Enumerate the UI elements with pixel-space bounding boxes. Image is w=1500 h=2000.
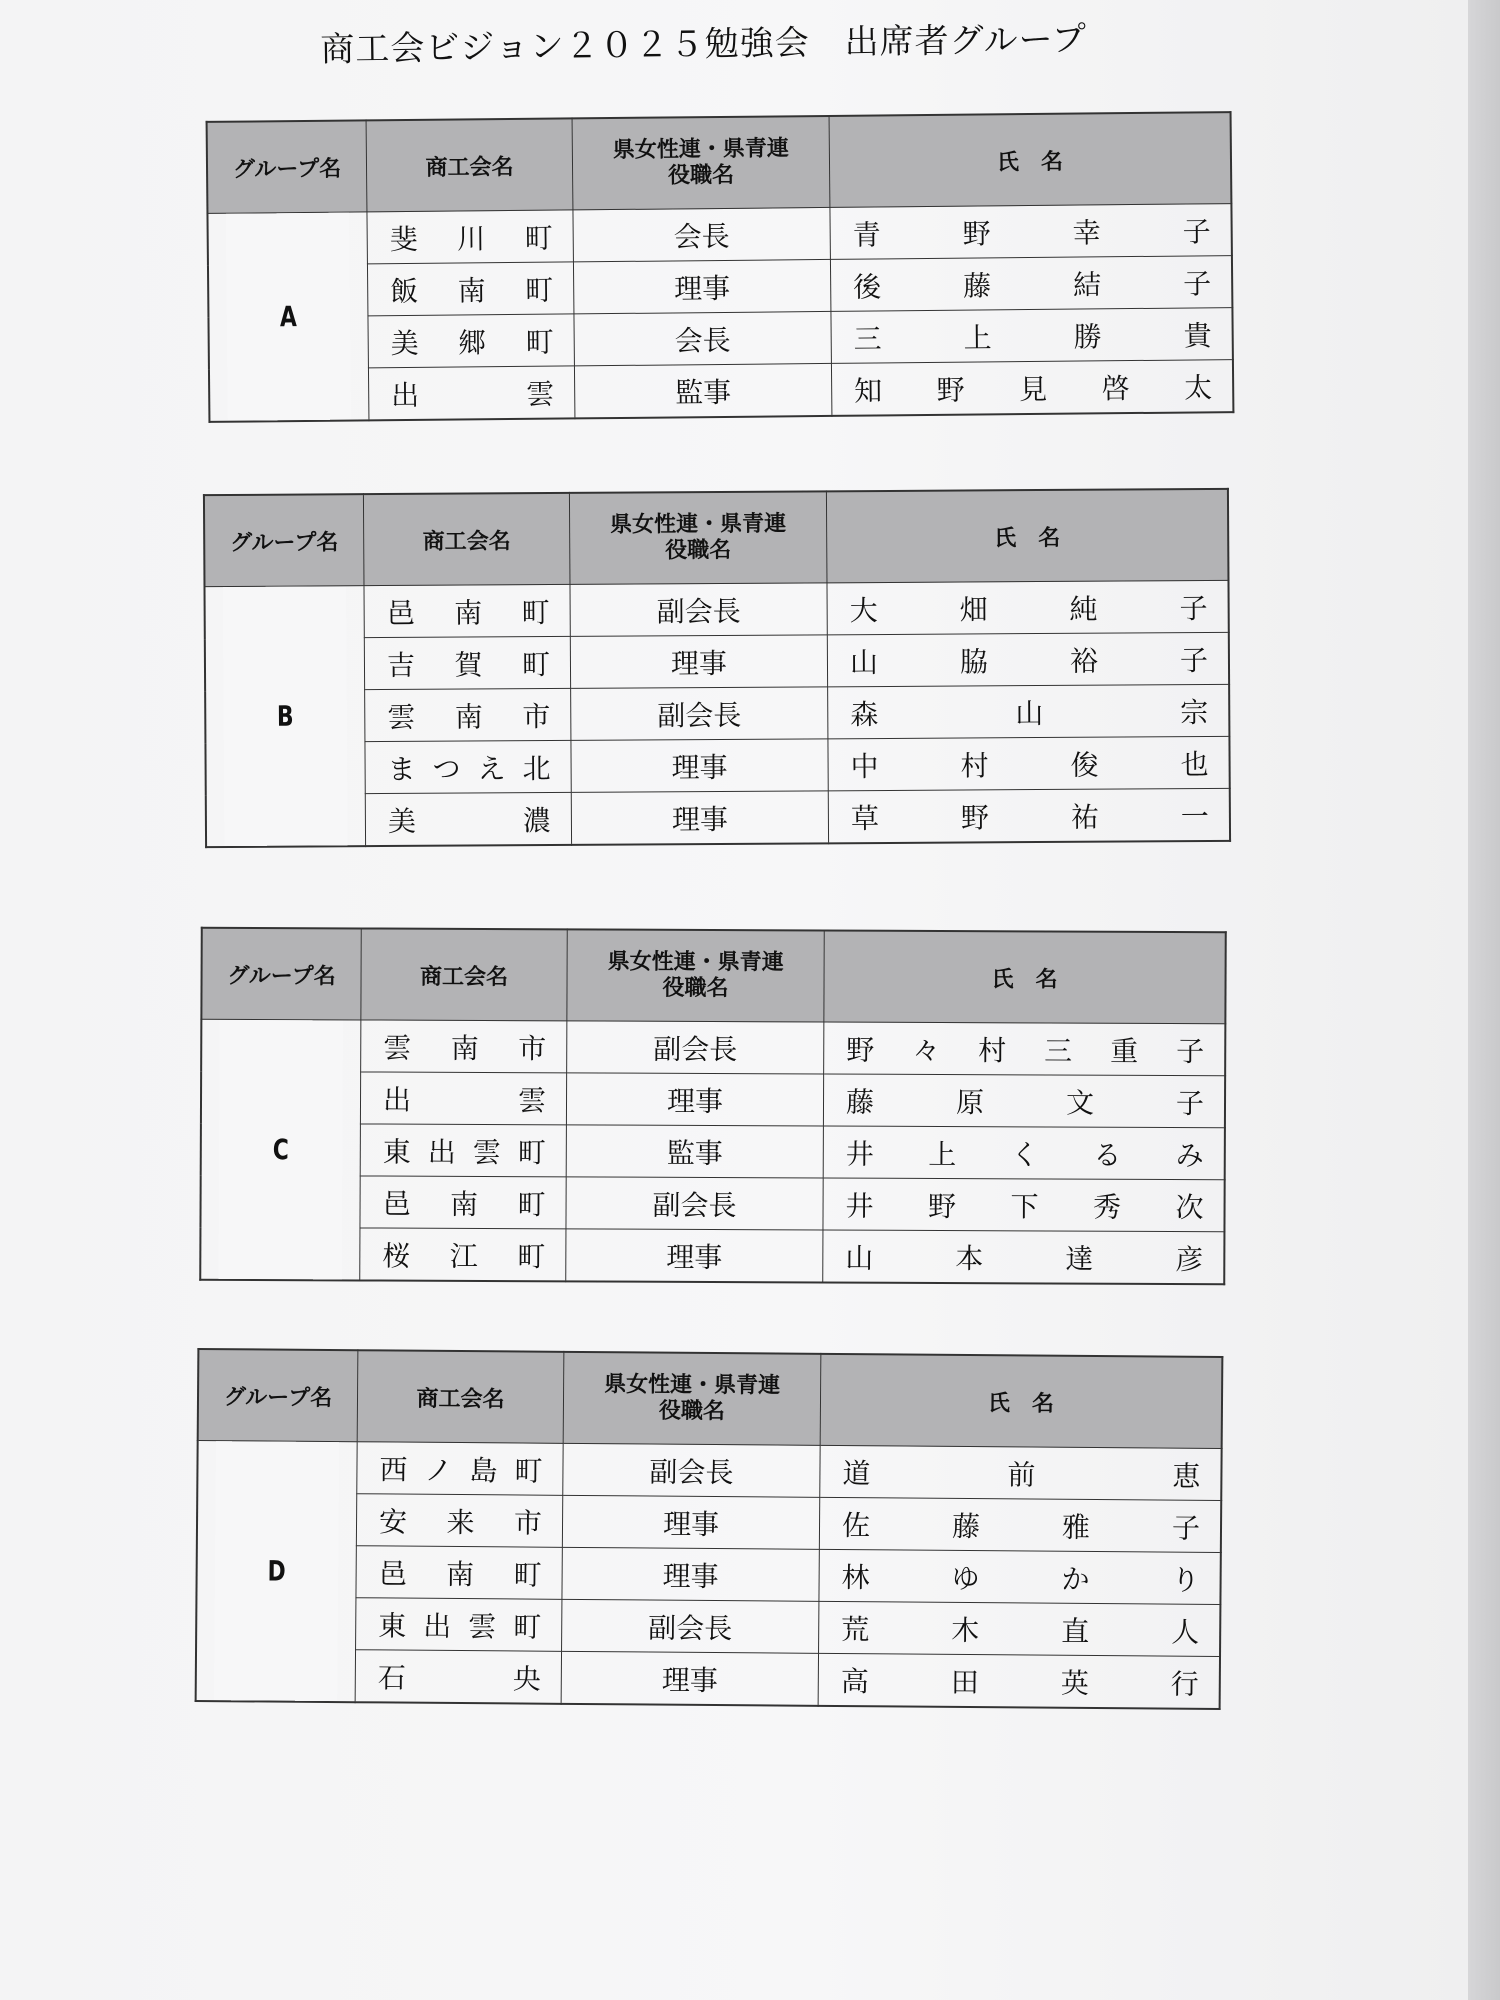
shokokai-cell [365, 740, 571, 793]
header-role [563, 1352, 821, 1446]
char: 北 [522, 751, 551, 785]
table-row [205, 632, 1229, 690]
name-cell [823, 1178, 1225, 1232]
shokokai-cell [367, 210, 573, 264]
person-name [832, 366, 1232, 410]
char: 野 [927, 1189, 957, 1223]
group-letter: B [222, 586, 348, 847]
role-cell: 副会長 [563, 1443, 820, 1497]
header-shokokai: 商工会名 [363, 493, 570, 586]
table-row [205, 684, 1229, 742]
shokokai-name [357, 1500, 562, 1542]
table-row [204, 580, 1228, 638]
shokokai-name [360, 1182, 565, 1223]
role-cell: 監事 [566, 1125, 823, 1178]
char: 野 [936, 373, 965, 407]
char: 純 [1069, 592, 1098, 626]
role-cell: 理事 [571, 739, 828, 793]
char: 村 [960, 748, 989, 783]
char: 佐 [841, 1508, 871, 1542]
char: 俊 [1070, 748, 1099, 782]
char: 川 [457, 221, 486, 256]
name-cell [823, 1230, 1225, 1284]
shokokai-cell [360, 1124, 566, 1177]
char: 子 [1171, 1511, 1201, 1545]
char: 桜 [382, 1239, 411, 1273]
role-cell: 理事 [571, 791, 828, 845]
header-group: グループ名 [204, 494, 364, 586]
char: み [1175, 1138, 1204, 1172]
char: 江 [449, 1239, 478, 1273]
char: 藤 [951, 1509, 981, 1543]
char: 山 [849, 645, 879, 679]
person-name [820, 1503, 1220, 1546]
name-cell [827, 580, 1229, 634]
name-cell [830, 204, 1232, 260]
char: ゆ [951, 1561, 980, 1595]
char: 町 [517, 1187, 546, 1221]
role-cell: 副会長 [566, 1177, 823, 1230]
header-row [201, 928, 1225, 1024]
char: 南 [449, 1187, 479, 1221]
table-row [205, 736, 1229, 794]
char: 出 [427, 1135, 456, 1169]
char: 秀 [1092, 1190, 1122, 1224]
char: 前 [1007, 1457, 1036, 1492]
role-cell: 会長 [574, 311, 831, 365]
header-group: グループ名 [198, 1349, 358, 1442]
char: 雲 [517, 1083, 547, 1117]
role-cell: 副会長 [571, 687, 828, 741]
char: 野 [960, 800, 990, 835]
shokokai-cell [365, 792, 571, 846]
char: 出 [423, 1609, 452, 1643]
char: 恵 [1172, 1459, 1201, 1493]
header-name: 氏 名 [829, 112, 1231, 207]
char: 出 [391, 378, 420, 412]
char: 雲 [526, 377, 555, 411]
char: 人 [1171, 1615, 1200, 1649]
char: 子 [1175, 1086, 1205, 1120]
char: 荒 [841, 1612, 870, 1646]
char: 井 [845, 1137, 874, 1171]
group-table-c [199, 927, 1227, 1285]
group-table-a [206, 111, 1235, 423]
char: 安 [378, 1504, 408, 1539]
shokokai-name [361, 1026, 566, 1067]
char: る [1093, 1138, 1122, 1172]
char: 町 [521, 647, 551, 681]
table-row [201, 1019, 1225, 1075]
header-role-line1: 県女性連・県青連 [604, 1372, 781, 1399]
shokokai-cell [356, 1546, 562, 1600]
char: 文 [1065, 1086, 1095, 1120]
person-name [828, 638, 1228, 680]
person-name [828, 742, 1228, 784]
name-cell [819, 1601, 1221, 1656]
char: 美 [387, 804, 417, 838]
shokokai-name [369, 320, 574, 362]
header-role [572, 116, 830, 210]
char: 町 [525, 273, 554, 307]
char: 来 [446, 1505, 475, 1539]
char: 野 [962, 216, 991, 251]
char: 達 [1065, 1242, 1094, 1276]
role-cell: 監事 [574, 363, 831, 418]
char: 市 [522, 699, 551, 733]
role-cell: 理事 [570, 635, 827, 689]
role-cell: 副会長 [562, 1599, 819, 1653]
shokokai-cell [368, 314, 574, 368]
char: 知 [854, 373, 883, 408]
char: 村 [978, 1033, 1007, 1067]
role-cell: 理事 [562, 1495, 819, 1549]
header-role-line1: 県女性連・県青連 [610, 511, 787, 538]
shokokai-name [356, 1656, 561, 1698]
shokokai-name [365, 694, 570, 735]
person-name [831, 262, 1231, 306]
header-row [204, 489, 1229, 587]
char: 後 [853, 269, 882, 304]
header-row [198, 1349, 1223, 1449]
role-cell: 会長 [573, 207, 830, 261]
char: 青 [852, 217, 881, 252]
header-role-line2: 役職名 [662, 975, 729, 1002]
header-name: 氏 名 [820, 1354, 1222, 1449]
table-row [209, 360, 1233, 422]
shokokai-cell [356, 1494, 562, 1548]
char: え [477, 751, 506, 785]
char: 出 [382, 1083, 412, 1117]
char: 木 [951, 1613, 980, 1647]
char: 東 [382, 1135, 411, 1169]
char: 林 [841, 1560, 870, 1594]
person-name [819, 1555, 1219, 1598]
header-role-line1: 県女性連・県青連 [607, 949, 784, 976]
shokokai-name [361, 1078, 566, 1119]
table-row [196, 1648, 1220, 1709]
char: 町 [513, 1557, 542, 1592]
char: ま [387, 752, 416, 786]
shokokai-cell [360, 1176, 566, 1229]
name-cell [823, 1074, 1225, 1128]
char: 脇 [959, 644, 989, 679]
char: 上 [928, 1137, 957, 1171]
shokokai-cell [356, 1598, 562, 1652]
table-row [197, 1440, 1221, 1500]
table-row [206, 788, 1230, 847]
char: 子 [1182, 214, 1211, 249]
name-cell [818, 1653, 1220, 1709]
header-shokokai: 商工会名 [357, 1350, 564, 1443]
header-group: グループ名 [201, 928, 361, 1020]
header-name: 氏 名 [824, 930, 1226, 1023]
person-name [828, 690, 1228, 732]
person-name [824, 1080, 1224, 1122]
shokokai-name [365, 746, 570, 787]
table-row [201, 1071, 1225, 1127]
char: 重 [1110, 1034, 1139, 1068]
char: 邑 [378, 1556, 407, 1591]
person-name [824, 1132, 1224, 1174]
char: 宗 [1180, 695, 1209, 729]
person-name [828, 586, 1228, 628]
char: ノ [424, 1453, 453, 1487]
person-name [823, 1236, 1223, 1278]
char: か [1061, 1562, 1090, 1596]
char: 裕 [1069, 644, 1099, 678]
char: 勝 [1073, 319, 1102, 354]
name-cell [827, 632, 1229, 686]
char: 雲 [387, 700, 416, 734]
char: 々 [912, 1033, 941, 1067]
person-name [824, 1028, 1224, 1070]
role-cell: 理事 [566, 1073, 823, 1126]
char: 邑 [382, 1187, 411, 1221]
table-row [196, 1596, 1220, 1656]
name-cell [828, 788, 1230, 843]
shokokai-cell [364, 636, 570, 689]
header-role-line2: 役職名 [658, 1398, 726, 1425]
header-name: 氏 名 [826, 489, 1228, 583]
group-table-b [203, 488, 1231, 848]
char: 雲 [472, 1135, 501, 1169]
person-name [819, 1607, 1219, 1650]
table-row [200, 1175, 1224, 1231]
char: 南 [450, 1031, 479, 1065]
shokokai-name [360, 1234, 565, 1275]
char: 彦 [1175, 1242, 1204, 1276]
char: 雲 [383, 1031, 412, 1065]
char: 郷 [458, 325, 487, 360]
table-row [197, 1492, 1221, 1552]
char: 町 [525, 325, 554, 359]
role-cell: 副会長 [570, 583, 827, 637]
name-cell [831, 308, 1233, 364]
char: 南 [454, 699, 483, 734]
char: 濃 [522, 803, 552, 837]
char: 草 [850, 801, 880, 835]
header-role-line2: 役職名 [667, 162, 735, 189]
char: 島 [469, 1453, 498, 1487]
char: 西 [379, 1452, 408, 1487]
char: 行 [1170, 1667, 1199, 1701]
char: 町 [524, 221, 553, 255]
char: 飯 [390, 274, 419, 308]
shokokai-name [366, 798, 571, 839]
char: 石 [377, 1660, 406, 1695]
char: 市 [518, 1031, 547, 1065]
char: 一 [1180, 799, 1209, 833]
shokokai-cell [365, 688, 571, 741]
char: 啓 [1101, 371, 1130, 405]
char: 町 [521, 595, 550, 629]
char: 也 [1180, 747, 1209, 781]
group-table-d [195, 1348, 1224, 1710]
name-cell [828, 736, 1230, 790]
char: つ [432, 752, 461, 786]
char: 森 [850, 697, 879, 731]
name-cell [831, 360, 1233, 416]
name-cell [820, 1445, 1222, 1500]
char: 市 [513, 1505, 543, 1540]
char: 野 [846, 1033, 875, 1067]
char: 山 [845, 1241, 874, 1275]
char: 美 [390, 326, 419, 360]
char: 中 [850, 749, 879, 783]
table-row [201, 1123, 1225, 1179]
name-cell [819, 1549, 1221, 1604]
char: 道 [842, 1456, 871, 1490]
shokokai-cell [357, 1442, 563, 1496]
paper-edge-shadow [1468, 0, 1500, 2000]
shokokai-name [365, 590, 570, 631]
page-title: 商工会ビジョン２０２５勉強会 出席者グループ [320, 19, 1088, 70]
name-cell [819, 1497, 1221, 1552]
shokokai-name [368, 216, 573, 258]
shokokai-name [361, 1130, 566, 1171]
header-shokokai: 商工会名 [361, 928, 567, 1020]
char: 東 [378, 1608, 407, 1643]
table-row [196, 1544, 1220, 1604]
char: 結 [1072, 267, 1102, 302]
char: 雲 [468, 1609, 497, 1643]
header-shokokai: 商工会名 [366, 118, 573, 211]
shokokai-cell [368, 366, 574, 420]
shokokai-name [356, 1604, 561, 1646]
shokokai-name [365, 642, 570, 683]
person-name [820, 1451, 1220, 1494]
char: 南 [445, 1557, 475, 1591]
shokokai-cell [364, 584, 570, 637]
char: 三 [853, 321, 882, 356]
char: 邑 [386, 596, 415, 630]
shokokai-name [357, 1448, 562, 1490]
char: 町 [517, 1135, 546, 1169]
char: 祐 [1070, 800, 1100, 834]
char: 藤 [845, 1085, 875, 1119]
person-name [831, 314, 1231, 358]
char: 原 [955, 1085, 985, 1119]
char: 町 [513, 1609, 542, 1644]
name-cell [830, 256, 1232, 312]
role-cell: 副会長 [567, 1021, 824, 1074]
char: 雅 [1061, 1510, 1091, 1544]
char: 次 [1175, 1190, 1204, 1224]
char: 央 [512, 1661, 541, 1696]
header-role [569, 491, 827, 584]
group-letter: D [213, 1441, 339, 1702]
char: 藤 [963, 268, 992, 303]
shokokai-cell [360, 1072, 566, 1125]
role-cell: 理事 [561, 1651, 818, 1706]
shokokai-name [369, 372, 574, 414]
char: 幸 [1072, 215, 1101, 250]
char: 大 [849, 593, 878, 627]
char: 畑 [959, 592, 988, 627]
shokokai-cell [361, 1020, 567, 1073]
table-row [200, 1227, 1224, 1284]
char: 吉 [386, 648, 416, 682]
role-cell: 理事 [562, 1547, 819, 1601]
char: 見 [1018, 372, 1048, 406]
person-name [819, 1659, 1219, 1702]
char: 賀 [454, 647, 483, 682]
header-row [207, 112, 1232, 213]
char: 上 [963, 320, 992, 355]
group-letter: A [225, 212, 351, 422]
shokokai-cell [367, 262, 573, 316]
shokokai-cell [355, 1650, 561, 1704]
shokokai-name [368, 268, 573, 310]
char: 直 [1061, 1614, 1090, 1648]
char: 田 [950, 1665, 979, 1699]
person-name [830, 210, 1230, 254]
header-role-line1: 県女性連・県青連 [612, 136, 789, 164]
char: く [1010, 1137, 1039, 1171]
char: 子 [1179, 643, 1209, 677]
char: 英 [1060, 1666, 1089, 1700]
char: 斐 [389, 222, 418, 256]
name-cell [823, 1126, 1225, 1180]
name-cell [824, 1022, 1226, 1076]
shokokai-name [356, 1552, 561, 1594]
char: 子 [1176, 1034, 1205, 1068]
char: 子 [1179, 591, 1208, 625]
person-name [823, 1184, 1223, 1226]
char: 子 [1182, 266, 1212, 301]
char: 町 [517, 1239, 546, 1273]
char: 太 [1183, 370, 1213, 405]
header-role-line2: 役職名 [665, 537, 732, 564]
header-role [567, 929, 824, 1022]
char: 下 [1010, 1189, 1039, 1223]
header-group: グループ名 [207, 120, 367, 213]
char: り [1171, 1563, 1200, 1597]
role-cell: 理事 [573, 259, 830, 313]
char: 井 [845, 1189, 874, 1223]
char: 三 [1044, 1033, 1073, 1068]
char: 南 [457, 273, 486, 308]
char: 山 [1015, 696, 1044, 730]
char: 高 [840, 1664, 869, 1698]
char: 本 [955, 1241, 984, 1275]
char: 貴 [1183, 318, 1212, 353]
char: 南 [454, 595, 483, 630]
role-cell: 理事 [566, 1229, 823, 1283]
name-cell [828, 684, 1230, 738]
person-name [829, 794, 1229, 836]
char: 町 [514, 1453, 543, 1488]
shokokai-cell [360, 1228, 566, 1281]
group-letter: C [218, 1019, 344, 1280]
